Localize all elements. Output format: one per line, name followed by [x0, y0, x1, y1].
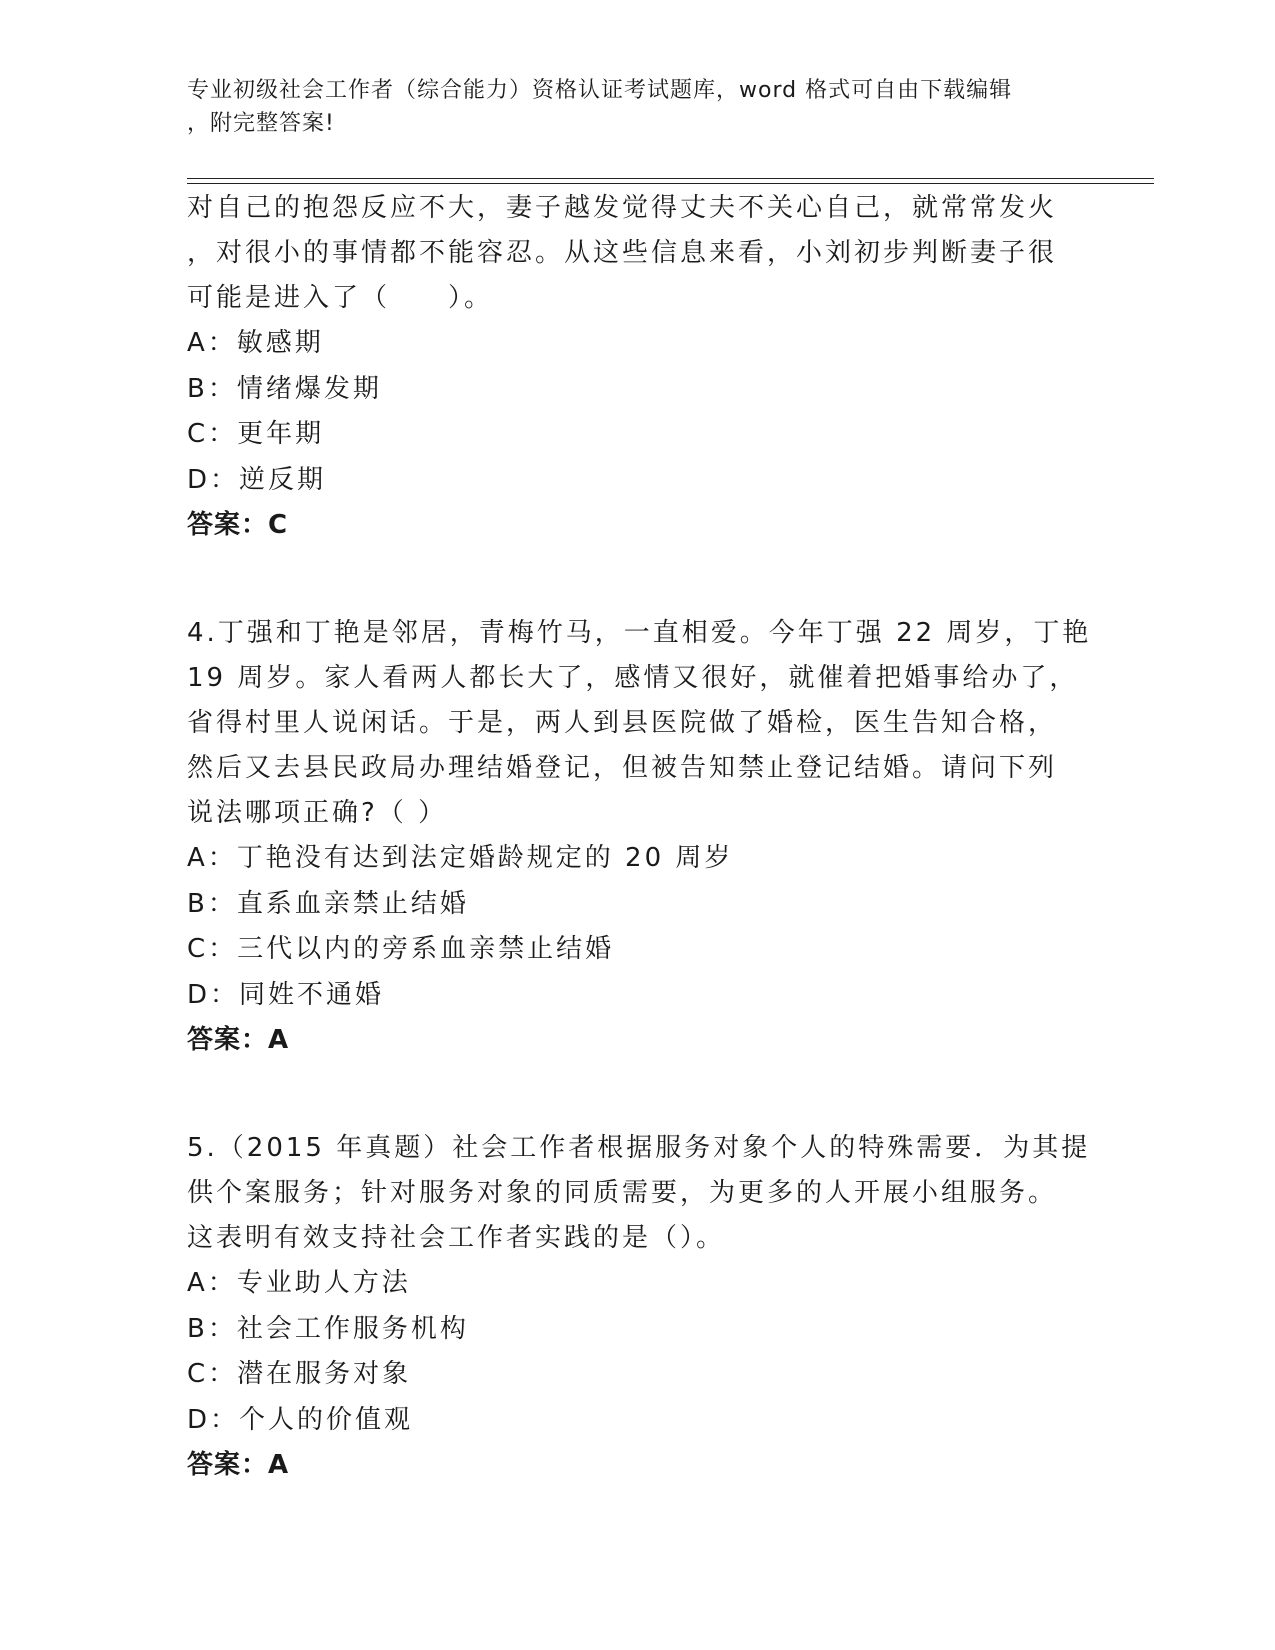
question-3-text-line: 可能是进入了（ ）。 — [187, 283, 494, 313]
question-5-text-line: 5.（2015 年真题）社会工作者根据服务对象个人的特殊需要．为其提 — [187, 1133, 1091, 1163]
question-4 — [187, 611, 1092, 1063]
page-header — [187, 74, 1067, 140]
question-4-answer: 答案：A — [187, 1025, 290, 1055]
question-4-option-a: A：丁艳没有达到法定婚龄规定的 20 周岁 — [187, 843, 734, 873]
question-3-answer: 答案：C — [187, 510, 289, 540]
question-3-text-line: ，对很小的事情都不能容忍。从这些信息来看，小刘初步判断妻子很 — [187, 238, 1058, 268]
question-4-option-d: D：同姓不通婚 — [187, 979, 385, 1010]
question-3-option-c: C：更年期 — [187, 419, 325, 449]
header-divider-bottom — [187, 183, 1154, 184]
question-5 — [187, 1126, 1091, 1488]
question-5-answer: 答案：A — [187, 1450, 290, 1480]
question-4-text-line: 4.丁强和丁艳是邻居，青梅竹马，一直相爱。今年丁强 22 周岁，丁艳 — [187, 618, 1092, 648]
question-5-option-c: C：潜在服务对象 — [187, 1359, 412, 1389]
question-5-option-b: B：社会工作服务机构 — [187, 1313, 469, 1344]
header-divider-top — [187, 178, 1154, 179]
question-5-option-d: D：个人的价值观 — [187, 1404, 414, 1435]
question-4-option-b: B：直系血亲禁止结婚 — [187, 888, 469, 919]
question-3-option-a: A：敏感期 — [187, 328, 324, 358]
question-5-text-line: 供个案服务；针对服务对象的同质需要，为更多的人开展小组服务。 — [187, 1178, 1058, 1208]
question-3 — [187, 186, 1087, 548]
question-4-option-c: C：三代以内的旁系血亲禁止结婚 — [187, 934, 615, 964]
question-4-text-line: 说法哪项正确?（ ） — [187, 798, 448, 828]
question-3-option-b: B：情绪爆发期 — [187, 373, 382, 404]
question-4-text-line: 然后又去县民政局办理结婚登记，但被告知禁止登记结婚。请问下列 — [187, 753, 1058, 783]
question-content — [187, 186, 1092, 1488]
question-spacer — [187, 1063, 1087, 1126]
question-5-text-line: 这表明有效支持社会工作者实践的是（）。 — [187, 1223, 726, 1253]
question-5-option-a: A：专业助人方法 — [187, 1268, 411, 1298]
question-4-text-line: 省得村里人说闲话。于是，两人到县医院做了婚检，医生告知合格， — [187, 708, 1058, 738]
question-3-option-d: D：逆反期 — [187, 464, 327, 495]
header-title-line-2: ，附完整答案! — [187, 111, 335, 136]
question-spacer — [187, 548, 1087, 611]
question-3-text-line: 对自己的抱怨反应不大，妻子越发觉得丈夫不关心自己，就常常发火 — [187, 193, 1058, 223]
header-title-line-1: 专业初级社会工作者（综合能力）资格认证考试题库，word 格式可自由下载编辑 — [187, 78, 1013, 103]
question-4-text-line: 19 周岁。家人看两人都长大了，感情又很好，就催着把婚事给办了， — [187, 663, 1079, 693]
